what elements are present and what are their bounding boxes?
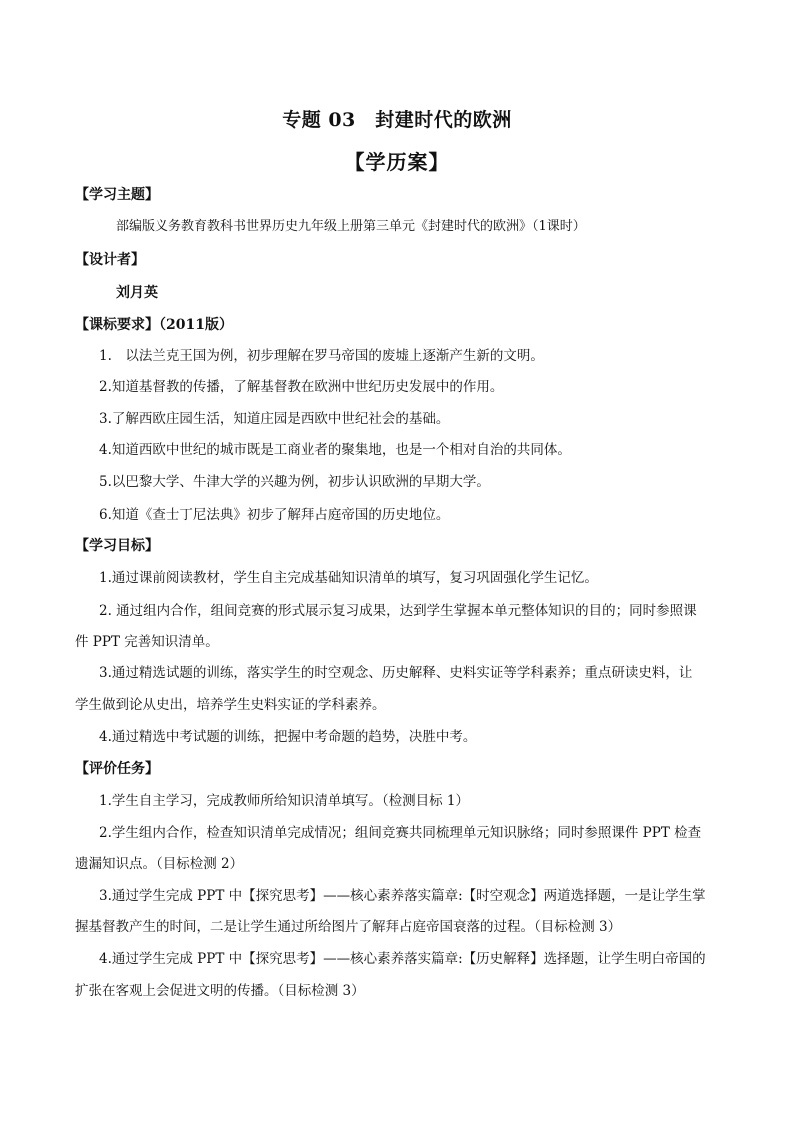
section-heading-topic: 【学习主题】 — [75, 187, 159, 203]
topic-text: 部编版义务教育教科书世界历史九年级上册第三单元《封建时代的欧洲》（1课时） — [116, 219, 586, 234]
standard-item: 5.以巴黎大学、牛津大学的兴趣为例，初步认识欧洲的早期大学。 — [99, 474, 490, 490]
goal-item: 1.通过课前阅读教材，学生自主完成基础知识清单的填写，复习巩固强化学生记忆。 — [99, 570, 598, 586]
section-heading-goals: 【学习目标】 — [75, 538, 159, 554]
section-heading-tasks: 【评价任务】 — [75, 761, 159, 777]
goal-item-continuation: 件 PPT 完善知识清单。 — [75, 634, 219, 650]
standard-item: 1. 以法兰克王国为例，初步理解在罗马帝国的废墟上逐渐产生新的文明。 — [99, 348, 544, 364]
document-title: 专题 03 封建时代的欧洲 — [282, 109, 512, 131]
task-item-continuation: 扩张在客观上会促进文明的传播。（目标检测 3） — [75, 983, 365, 999]
document-subtitle: 【学历案】 — [344, 150, 450, 174]
section-heading-standard: 【课标要求】（2011版） — [75, 317, 233, 333]
standard-item: 6.知道《查士丁尼法典》初步了解拜占庭帝国的历史地位。 — [99, 507, 450, 523]
goal-item: 3.通过精选试题的训练，落实学生的时空观念、历史解释、史料实证等学科素养；重点研读史料，让 — [99, 665, 693, 681]
standard-item: 4.知道西欧中世纪的城市既是工商业者的聚集地，也是一个相对自治的共同体。 — [99, 442, 571, 458]
standard-item: 3.了解西欧庄园生活，知道庄园是西欧中世纪社会的基础。 — [99, 411, 450, 427]
goal-item-continuation: 学生做到论从史出，培养学生史料实证的学科素养。 — [75, 697, 386, 713]
task-item-continuation: 握基督教产生的时间，二是让学生通过所给图片了解拜占庭帝国衰落的过程。（目标检测 3） — [75, 919, 622, 935]
section-heading-designer: 【设计者】 — [75, 252, 145, 268]
standard-item: 2.知道基督教的传播，了解基督教在欧洲中世纪历史发展中的作用。 — [99, 379, 504, 395]
task-item: 2.学生组内合作，检查知识清单完成情况；组间竞赛共同梳理单元知识脉络；同时参照课件 PPT 检查 — [99, 825, 702, 841]
goal-item: 2. 通过组内合作，组间竞赛的形式展示复习成果，达到学生掌握本单元整体知识的目的；同时参照课 — [99, 603, 697, 619]
designer-name: 刘月英 — [116, 285, 158, 301]
task-item: 3.通过学生完成 PPT 中【探究思考】——核心素养落实篇章:【时空观念】两道选择题，一是让学生掌 — [99, 888, 706, 904]
task-item: 4.通过学生完成 PPT 中【探究思考】——核心素养落实篇章:【历史解释】选择题，让学生明白帝国的 — [99, 951, 706, 967]
goal-item: 4.通过精选中考试题的训练，把握中考命题的趋势，决胜中考。 — [99, 729, 477, 745]
task-item: 1.学生自主学习，完成教师所给知识清单填写。（检测目标 1） — [99, 793, 470, 809]
task-item-continuation: 遗漏知识点。（目标检测 2） — [75, 856, 244, 872]
